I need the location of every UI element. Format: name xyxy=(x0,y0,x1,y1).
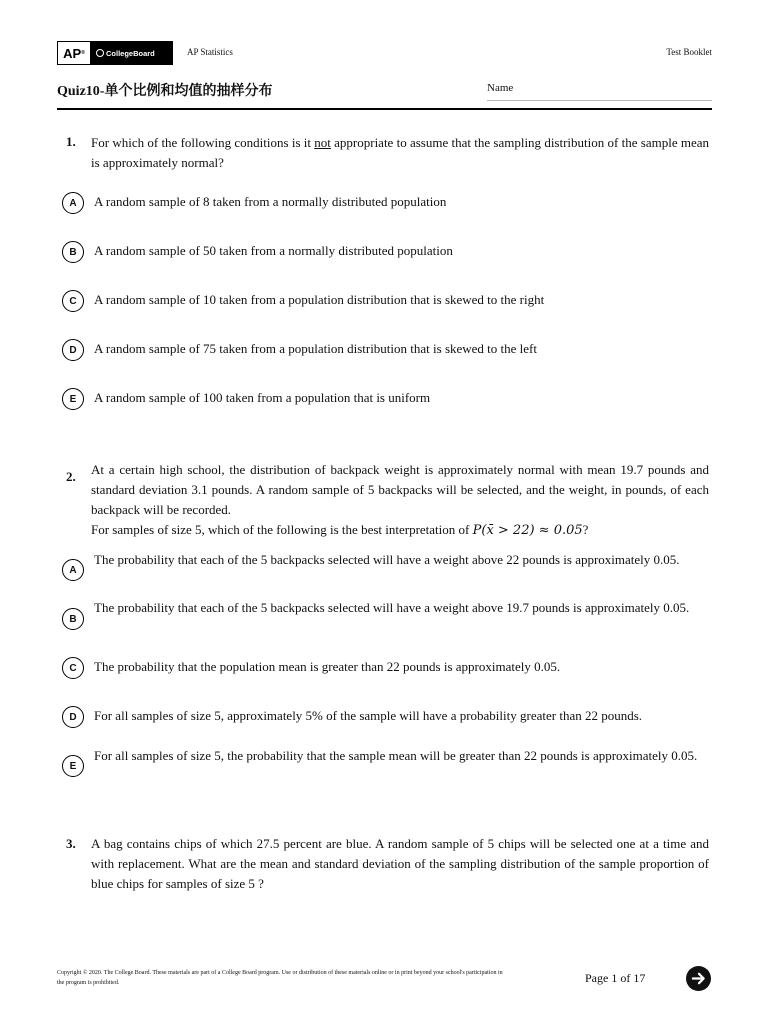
q2-option-e-button[interactable] xyxy=(62,755,84,777)
question-1-text-a: For which of the following conditions is it xyxy=(91,135,315,150)
question-1-text-b: appropriate to assume that the sampling distribution of the sample mean is approximately normal? xyxy=(91,135,709,170)
college-board-logo xyxy=(90,42,172,64)
q2-option-d-text: For all samples of size 5, approximately 5% of the sample will have a probability greater than 22 pounds. xyxy=(94,708,643,723)
question-1-text xyxy=(91,133,709,173)
q2-option-c-letter: C xyxy=(69,662,77,674)
q1-option-d-button[interactable] xyxy=(62,339,84,361)
q1-option-c-text: A random sample of 10 taken from a population distribution that is skewed to the right xyxy=(94,292,545,307)
q1-option-d-text: A random sample of 75 taken from a population distribution that is skewed to the left xyxy=(94,341,537,356)
q1-option-a-letter: A xyxy=(69,197,77,209)
q1-option-a-text: A random sample of 8 taken from a normally distributed population xyxy=(94,194,447,209)
q2-option-d-letter: D xyxy=(69,711,77,723)
q1-option-c-letter: C xyxy=(69,295,77,307)
course-name: AP Statistics xyxy=(187,47,233,57)
q2-option-a-button[interactable] xyxy=(62,559,84,581)
college-board-logo-text: CollegeBoard xyxy=(106,48,155,58)
q2-option-d-button[interactable] xyxy=(62,706,84,728)
question-3-number: 3. xyxy=(66,836,76,851)
q1-option-e-button[interactable] xyxy=(62,388,84,410)
booklet-label: Test Booklet xyxy=(666,47,712,57)
q2-option-c-button[interactable] xyxy=(62,657,84,679)
arrow-right-icon xyxy=(691,971,706,986)
q2-option-e-text: For all samples of size 5, the probability that the sample mean will be greater than 22 pounds is approximately 0.05. xyxy=(94,748,698,763)
page-header xyxy=(57,41,712,65)
q2-option-a-letter: A xyxy=(69,564,77,576)
q1-option-e-text: A random sample of 100 taken from a population that is uniform xyxy=(94,390,431,405)
q1-option-a-button[interactable] xyxy=(62,192,84,214)
header-divider xyxy=(57,108,712,110)
q1-option-e-letter: E xyxy=(69,393,77,405)
next-page-button[interactable] xyxy=(686,966,711,991)
name-field[interactable] xyxy=(487,100,712,101)
question-3-text: A bag contains chips of which 27.5 percent are blue. A random sample of 5 chips will be selected one at a time and with replacement. What are the mean and standard deviation of the sampling distribution of the sample proportion of blue chips for samples of size 5 ? xyxy=(91,836,709,891)
page-title: Quiz10-单个比例和均值的抽样分布 xyxy=(57,84,273,99)
question-2-text: At a certain high school, the distribution of backpack weight is approximately normal with mean 19.7 pounds and standard deviation 3.1 pounds. A random sample of 5 backpacks will be selected, and the weight, in pounds, of each backpack will be recorded. xyxy=(91,462,709,517)
acorn-icon xyxy=(96,49,104,57)
q2-option-c-text: The probability that the population mean is greater than 22 pounds is approximately 0.05. xyxy=(94,659,561,674)
q1-option-b-text: A random sample of 50 taken from a normally distributed population xyxy=(94,243,453,258)
name-label: Name xyxy=(487,82,514,94)
q2-option-b-text: The probability that each of the 5 backpacks selected will have a weight above 19.7 pounds is approximately 0.05. xyxy=(94,600,690,615)
question-2-prompt-a: For samples of size 5, which of the following is the best interpretation of xyxy=(91,522,473,537)
question-2-number: 2. xyxy=(66,469,76,484)
q2-option-e-letter: E xyxy=(69,760,77,772)
question-2-prompt xyxy=(91,520,709,541)
ap-logo: AP ® xyxy=(58,42,90,64)
q2-option-a-text: The probability that each of the 5 backpacks selected will have a weight above 22 pounds is approximately 0.05. xyxy=(94,552,680,567)
ap-college-board-logo xyxy=(57,41,173,65)
probability-expression: P(x̄ > 22) ≈ 0.05 xyxy=(472,523,583,538)
q1-option-d-letter: D xyxy=(69,344,77,356)
question-2-prompt-b: ? xyxy=(582,522,589,537)
question-1-number: 1. xyxy=(66,134,76,149)
ap-logo-text: AP xyxy=(63,45,82,61)
q1-option-c-button[interactable] xyxy=(62,290,84,312)
q2-option-b-button[interactable] xyxy=(62,608,84,630)
q1-option-b-button[interactable] xyxy=(62,241,84,263)
q2-option-b-letter: B xyxy=(69,613,77,625)
q1-option-b-letter: B xyxy=(69,246,77,258)
page-number: Page 1 of 17 xyxy=(585,971,646,985)
question-1-emphasis: not xyxy=(314,135,331,150)
copyright-notice: Copyright © 2020. The College Board. These materials are part of a College Board program. Use or distribution of these materials online or in print beyond your school's participation in the program is prohibited. xyxy=(57,970,503,986)
